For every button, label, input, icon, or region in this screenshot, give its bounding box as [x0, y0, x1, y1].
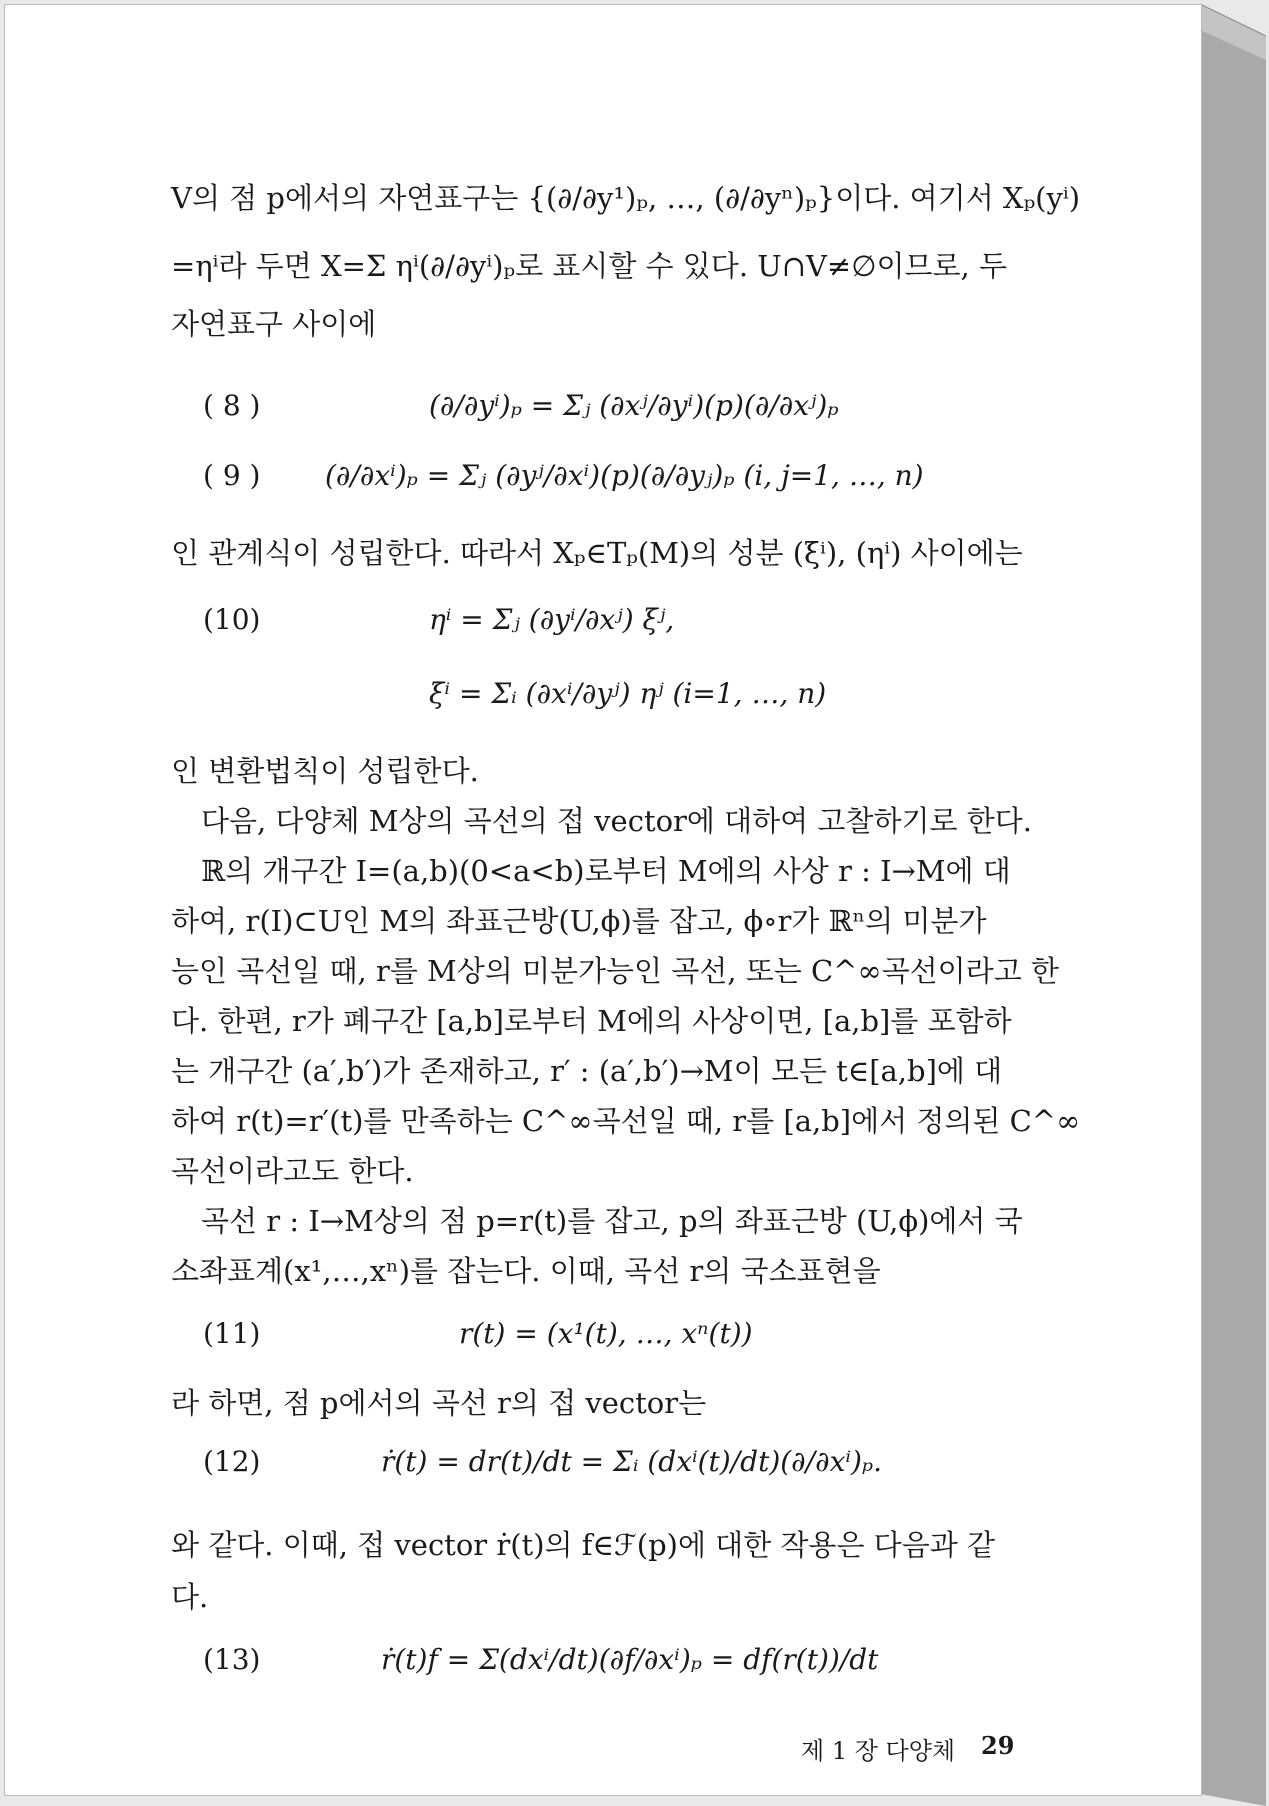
equation-11: r(t) = (x¹(t), …, xⁿ(t))	[459, 1317, 753, 1350]
text-line-10: 다. 한편, r가 폐구간 [a,b]로부터 M에의 사상이면, [a,b]를 포함하	[171, 1004, 1012, 1038]
page	[4, 4, 1202, 1796]
text-line-13: 곡선이라고도 한다.	[171, 1154, 414, 1188]
page-number: 29	[981, 1731, 1015, 1760]
text-line-9: 능인 곡선일 때, r를 M상의 미분가능인 곡선, 또는 C^∞곡선이라고 한	[171, 954, 1059, 988]
equation-number-13: (13)	[203, 1643, 261, 1676]
equation-number-8: ( 8 )	[203, 389, 261, 422]
text-line-12: 하여 r(t)=r′(t)를 만족하는 C^∞곡선일 때, r를 [a,b]에서 정의된 C^∞	[171, 1104, 1081, 1138]
equation-9: (∂/∂xⁱ)ₚ = Σⱼ (∂yʲ/∂xⁱ)(p)(∂/∂yⱼ)ₚ (i, j=1, …, n)	[325, 459, 924, 492]
equation-number-12: (12)	[203, 1445, 261, 1478]
equation-number-10: (10)	[203, 603, 261, 636]
text-line-8: 하여, r(I)⊂U인 M의 좌표근방(U,ϕ)를 잡고, ϕ∘r가 ℝⁿ의 미분가	[171, 904, 987, 938]
equation-10b: ξⁱ = Σᵢ (∂xⁱ/∂yʲ) ηʲ (i=1, …, n)	[429, 677, 827, 710]
text-line-18: 다.	[171, 1580, 209, 1614]
equation-13: ṙ(t)f = Σ(dxⁱ/dt)(∂f/∂xⁱ)ₚ = df(r(t))/dt	[381, 1643, 879, 1676]
text-line-5: 인 변환법칙이 성립한다.	[171, 754, 479, 788]
text-line-3: 자연표구 사이에	[171, 307, 377, 341]
equation-12: ṙ(t) = dr(t)/dt = Σᵢ (dxⁱ(t)/dt)(∂/∂xⁱ)ₚ.	[381, 1445, 883, 1478]
text-line-14: 곡선 r : I→M상의 점 p=r(t)를 잡고, p의 좌표근방 (U,ϕ)에서 국	[201, 1204, 1023, 1238]
text-line-15: 소좌표계(x¹,…,xⁿ)를 잡는다. 이때, 곡선 r의 국소표현을	[171, 1254, 881, 1288]
text-line-16: 라 하면, 점 p에서의 곡선 r의 접 vector는	[171, 1386, 707, 1420]
equation-8: (∂/∂yⁱ)ₚ = Σⱼ (∂xʲ/∂yⁱ)(p)(∂/∂xʲ)ₚ	[429, 389, 839, 422]
text-line-4: 인 관계식이 성립한다. 따라서 Xₚ∈Tₚ(M)의 성분 (ξⁱ), (ηⁱ) 사이에는	[171, 536, 1023, 570]
equation-number-9: ( 9 )	[203, 459, 261, 492]
text-line-2: =ηⁱ라 두면 X=Σ ηⁱ(∂/∂yⁱ)ₚ로 표시할 수 있다. U∩V≠∅이므로, 두	[171, 249, 1007, 283]
text-line-11: 는 개구간 (a′,b′)가 존재하고, r′ : (a′,b′)→M이 모든 t∈[a,b]에 대	[171, 1054, 1003, 1088]
text-line-17: 와 같다. 이때, 접 vector ṙ(t)의 f∈ℱ(p)에 대한 작용은 다음과 같	[171, 1528, 995, 1562]
equation-number-11: (11)	[203, 1317, 261, 1350]
text-line-7: ℝ의 개구간 I=(a,b)(0<a<b)로부터 M에의 사상 r : I→M에 대	[201, 854, 1011, 888]
text-line-1: V의 점 p에서의 자연표구는 {(∂/∂y¹)ₚ, …, (∂/∂yⁿ)ₚ}이다. 여기서 Xₚ(yⁱ)	[171, 181, 1081, 215]
equation-10a: ηⁱ = Σⱼ (∂yⁱ/∂xʲ) ξʲ,	[429, 603, 675, 636]
text-line-6: 다음, 다양체 M상의 곡선의 접 vector에 대하여 고찰하기로 한다.	[201, 804, 1032, 838]
chapter-footer: 제 1 장 다양체	[801, 1737, 956, 1765]
